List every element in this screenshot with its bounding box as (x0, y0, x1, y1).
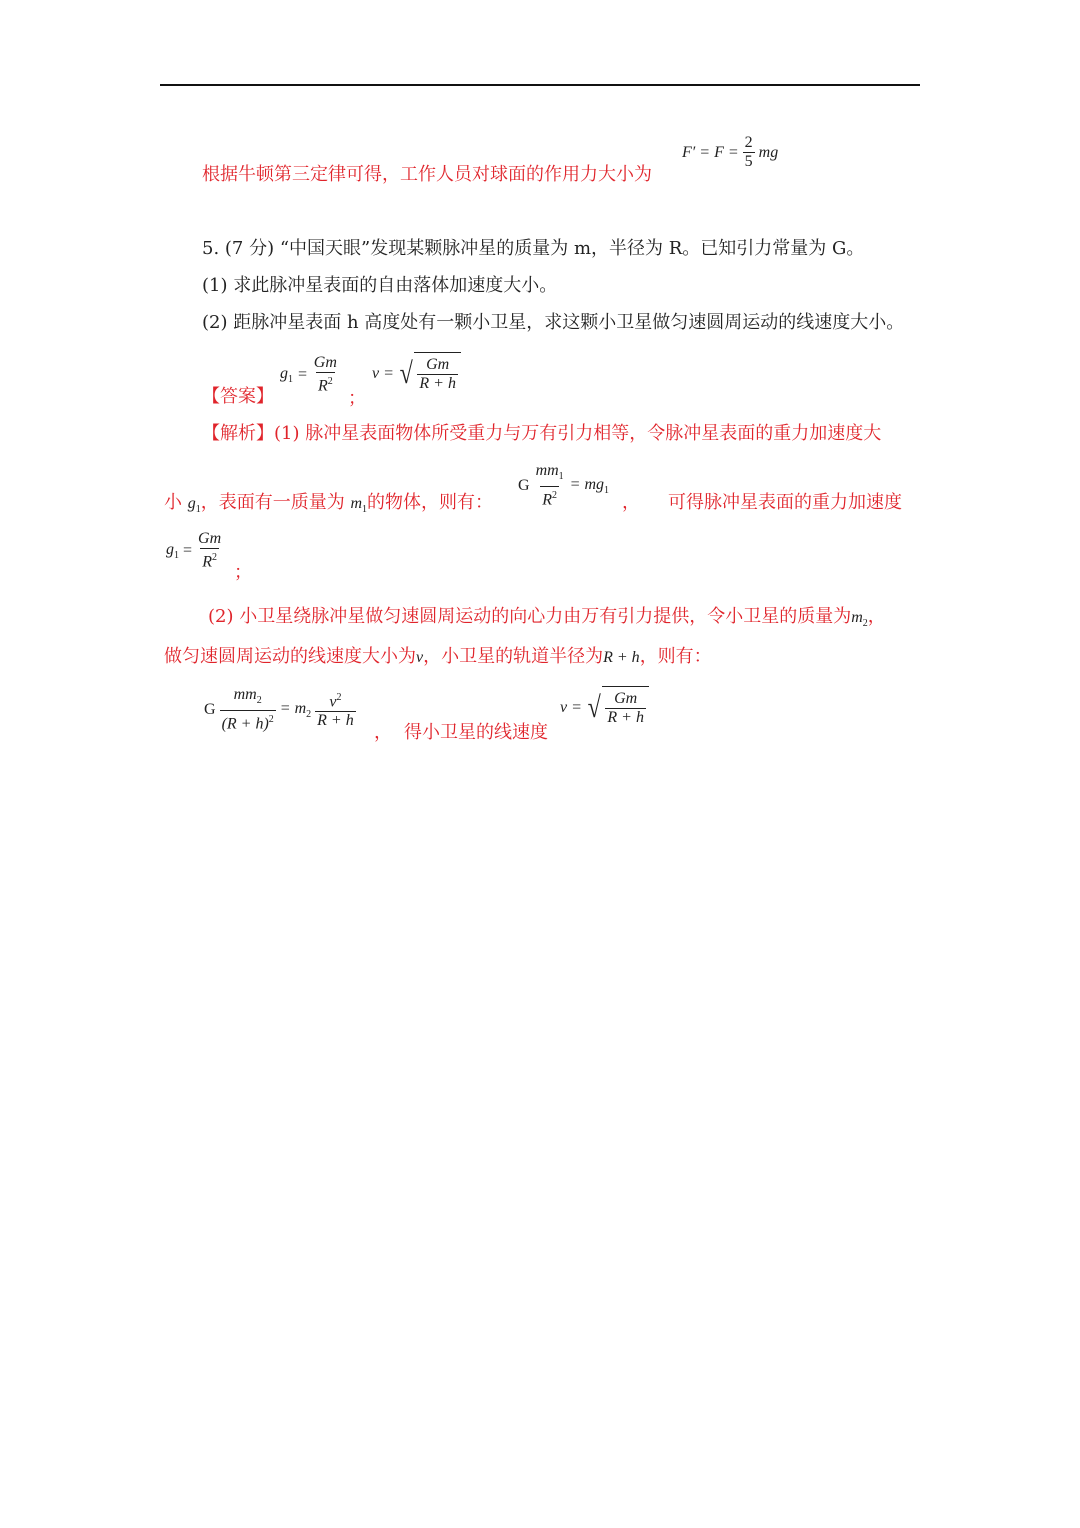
var-m2: $m_2$ (851, 609, 868, 630)
formula-force: F′ = F = $\frac{2}{5}$ mg (682, 134, 779, 170)
formula-centripetal: G $\frac{mm_2}{(R + h)^2}$ = $m_2$ $\frac{v^2}{R + h}$ (204, 686, 354, 733)
sqrt-icon: √ (399, 357, 413, 390)
analysis-para-1-line-2b: 可得脉冲星表面的重力加速度 (668, 492, 902, 513)
question-part-1: (1) 求此脉冲星表面的自由落体加速度大小。 (202, 275, 558, 296)
formula-v-result: v = √ $\frac{Gm}{R + h}$ (560, 686, 649, 730)
analysis-comma-2: ， (374, 722, 392, 743)
analysis-para-1-line-1: 【解析】(1) 脉冲星表面物体所受重力与万有引力相等，令脉冲星表面的重力加速度大 (202, 423, 882, 444)
answer-label: 【答案】 (202, 386, 274, 407)
analysis-comma-1: ， (622, 492, 640, 513)
sqrt-icon: √ (587, 691, 601, 724)
formula-g1-result: $g_1$ = $\frac{Gm}{R^2}$ (166, 530, 222, 571)
answer-formula-g1: $g_1$ = $\frac{Gm}{R^2}$ (280, 354, 337, 395)
analysis-para-2-line-3: 得小卫星的线速度 (404, 722, 548, 743)
formula-gravity-equals-weight: G $\frac{mm_1}{R^2}$ = $mg_1$ (518, 462, 610, 509)
question-5-head: 5. (7 分) “中国天眼”发现某颗脉冲星的质量为 m，半径为 R。已知引力常量为 G。 (202, 238, 865, 259)
answer-separator: ； (348, 388, 366, 409)
analysis-para-2-line-1: (2) 小卫星绕脉冲星做匀速圆周运动的向心力由万有引力提供，令小卫星的质量为$m_2$， (208, 606, 886, 630)
var-v: v (416, 649, 424, 666)
question-part-2: (2) 距脉冲星表面 h 高度处有一颗小卫星，求这颗小卫星做匀速圆周运动的线速度大小。 (202, 312, 905, 333)
answer-formula-v: v = √ $\frac{Gm}{R + h}$ (372, 352, 461, 396)
newton-third-law-text: 根据牛顿第三定律可得，工作人员对球面的作用力大小为 (202, 164, 652, 185)
header-rule (160, 84, 920, 86)
var-g1: $g_1$ (187, 495, 201, 516)
analysis-para-1-line-2a: 小 $g_1$，表面有一质量为 $m_1$的物体，则有： (164, 492, 494, 516)
analysis-para-2-line-2: 做匀速圆周运动的线速度大小为v，小卫星的轨道半径为R + h，则有： (164, 646, 712, 667)
analysis-para-1-end: ； (234, 562, 252, 583)
var-m1: $m_1$ (350, 495, 368, 516)
var-r-plus-h: R + h (603, 649, 640, 666)
